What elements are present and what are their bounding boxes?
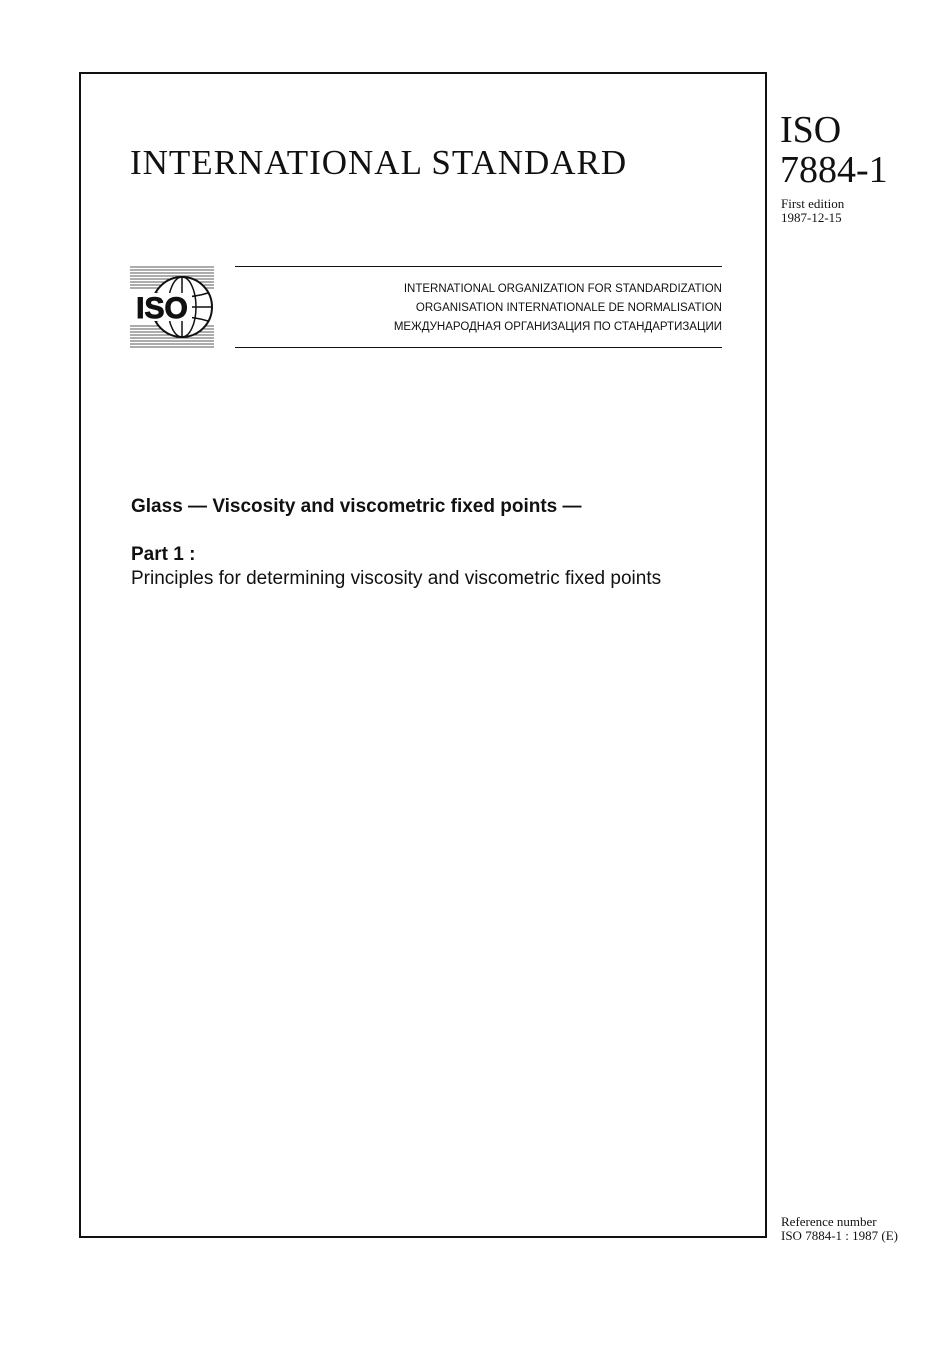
document-title: Glass — Viscosity and viscometric fixed points — (131, 496, 582, 517)
iso-globe-logo-icon (130, 265, 214, 349)
part-label: Part 1 : (131, 544, 196, 565)
bottom-rule (235, 347, 722, 348)
edition-date: 1987-12-15 (781, 210, 842, 225)
standard-code-number: 7884-1 (780, 149, 888, 191)
org-name-english: INTERNATIONAL ORGANIZATION FOR STANDARDIZATION (403, 283, 722, 295)
reference-number: ISO 7884-1 : 1987 (E) (781, 1228, 898, 1243)
page-frame (79, 72, 767, 1238)
edition-label: First edition (781, 196, 845, 211)
top-rule (235, 266, 722, 267)
reference-label: Reference number (781, 1214, 877, 1229)
iso-logo-text: ISO (136, 292, 188, 325)
standard-code-prefix: ISO (780, 109, 842, 151)
page-title: INTERNATIONAL STANDARD (130, 143, 628, 182)
org-name-french: ORGANISATION INTERNATIONALE DE NORMALISATION (415, 302, 722, 314)
part-title: Principles for determining viscosity and viscometric fixed points (131, 568, 662, 589)
org-name-russian: МЕЖДУНАРОДНАЯ ОРГАНИЗАЦИЯ ПО СТАНДАРТИЗАЦИИ (393, 321, 722, 333)
